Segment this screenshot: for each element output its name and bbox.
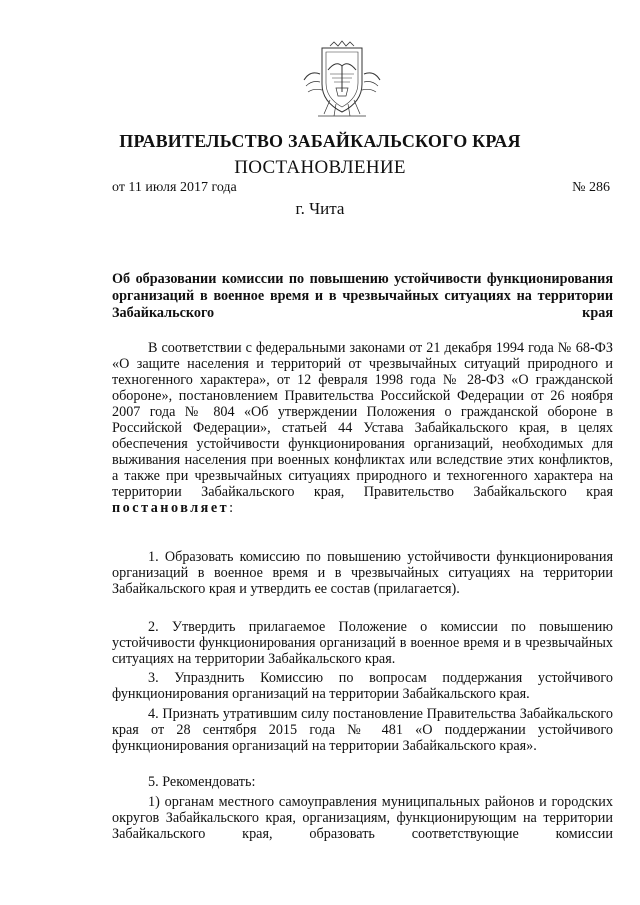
preamble-paragraph: В соответствии с федеральными законами от 21 декабря 1994 года № 68-ФЗ «О защите населения и территорий от чрезвычайных ситуаций природного и техногенного характера», от 12 февраля 1998 года № 28-ФЗ «О гражданской обороне», постановлением Правительства Российской Федерации от 26 ноября 2007 года № 804 «Об утверждении Положения о гражданской обороне в Российской Федерации», статьей 44 Устава Забайкальского края, в целях обеспечения устойчивости функционирования организаций, необходимых для выживания населения при военных конфликтах или вследствие этих конфликтов, а также при чрезвычайных ситуациях природного и техногенного характера на территории Забайкальского края, Правительство Забайкальского края постановляет: xyxy=(112,340,613,516)
coat-of-arms-emblem xyxy=(300,40,384,120)
document-title: Об образовании комиссии по повышению устойчивости функционирования организаций в военное время и в чрезвычайных ситуациях на территории Забайкальского края xyxy=(112,271,613,321)
item-5-subitem-1: 1) органам местного самоуправления муниципальных районов и городских округов Забайкальского края, организациям, функционирующим на территории Забайкальского края, образовать соответствующие комиссии xyxy=(112,794,613,842)
document-number: № 286 xyxy=(572,180,610,195)
item-5: 5. Рекомендовать: xyxy=(148,774,256,790)
document-date: от 11 июля 2017 года xyxy=(112,180,237,195)
document-type: ПОСТАНОВЛЕНИЕ xyxy=(234,157,406,178)
document-city: г. Чита xyxy=(295,199,345,218)
preamble-text: В соответствии с федеральными законами от 21 декабря 1994 года № 68-ФЗ «О защите населения и территорий от чрезвычайных ситуаций природного и техногенного характера», от 12 февраля 1998 года № 28-ФЗ «О гражданской обороне», постановлением Правительства Российской Федерации от 26 ноября 2007 года № 804 «Об утверждении Положения о гражданской обороне в Российской Федерации», статьей 44 Устава Забайкальского края, в целях обеспечения устойчивости функционирования организаций, необходимых для выживания населения при военных конфликтах или вследствие этих конфликтов, а также при чрезвычайных ситуациях природного и техногенного характера на территории Забайкальского края, Правительство Забайкальского края xyxy=(112,340,613,500)
item-3: 3. Упразднить Комиссию по вопросам поддержания устойчивого функционирования организаций на территории Забайкальского края. xyxy=(112,670,613,702)
resolves-word: постановляет xyxy=(112,500,230,516)
item-2: 2. Утвердить прилагаемое Положение о комиссии по повышению устойчивости функционирования организаций в военное время и в чрезвычайных ситуациях на территории Забайкальского края. xyxy=(112,619,613,667)
item-1: 1. Образовать комиссию по повышению устойчивости функционирования организаций в военное время и в чрезвычайных ситуациях на территории Забайкальского края и утвердить ее состав (прилагается). xyxy=(112,549,613,597)
organization-name: ПРАВИТЕЛЬСТВО ЗАБАЙКАЛЬСКОГО КРАЯ xyxy=(119,131,521,151)
item-4: 4. Признать утратившим силу постановление Правительства Забайкальского края от 28 сентября 2015 года № 481 «О поддержании устойчивого функционирования организаций на территории Забайкальского края». xyxy=(112,706,613,754)
